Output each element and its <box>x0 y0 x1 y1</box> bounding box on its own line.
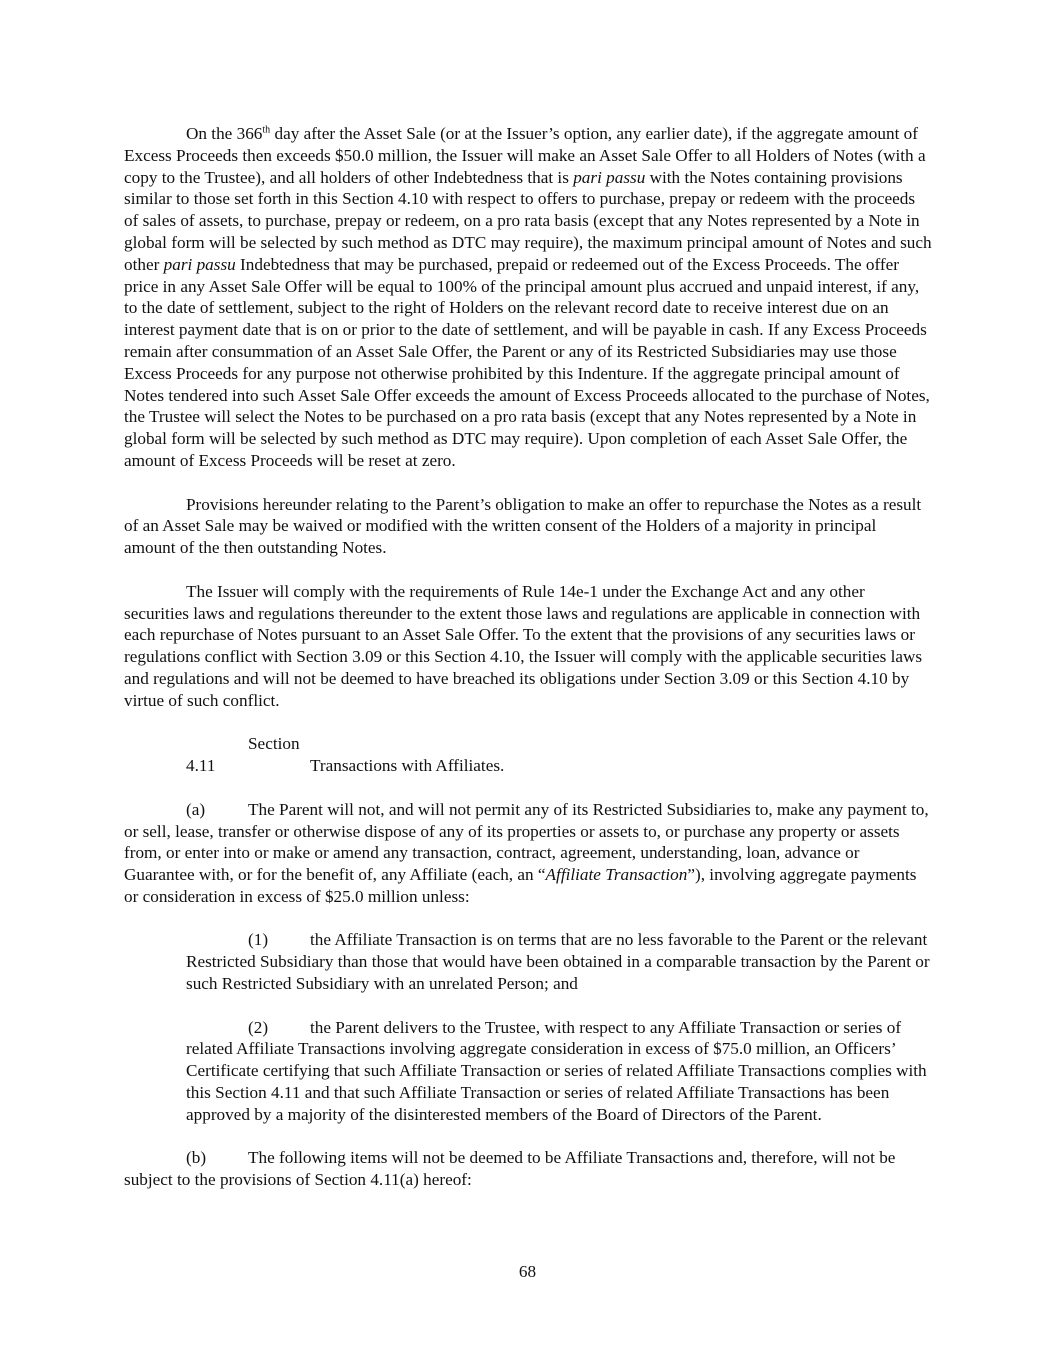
item-label: (1) <box>248 930 269 950</box>
page-number: 68 <box>518 1262 537 1281</box>
italic-term: pari passu <box>573 167 646 187</box>
paragraph-item-1 <box>186 929 932 994</box>
paragraph-a <box>124 799 932 908</box>
text: The Parent will not, and will not permit any of its Restricted Subsidiaries to, make any payment to, or sell, lease, transfer or otherwise dispose of any of its properties or assets to, or purchase any property or assets from, or enter into or make or amend any transaction, contract, agreement, understanding, loan, advance or Guarantee with, or for the benefit of, any Affiliate (each, an “ <box>124 799 929 885</box>
paragraph-b <box>124 1147 932 1191</box>
text: ”), involving aggregate payments or consideration in excess of $25.0 million unless: <box>124 865 917 906</box>
text: day after the Asset Sale (or at the Issuer’s option, any earlier date), if the aggregate amount of Excess Proceeds then exceeds $50.0 million, the Issuer will make an Asset Sale Offer to all Holders of Notes (with a copy to the Trustee), and all holders of other Indebtedness that is <box>124 124 926 187</box>
paragraph-waiver: Provisions hereunder relating to the Parent’s obligation to make an offer to repurchase the Notes as a result of an Asset Sale may be waived or modified with the written consent of the Holders of a majority in principal amount of the then outstanding Notes. <box>124 494 922 558</box>
clause-label: (a) <box>186 799 206 819</box>
superscript: th <box>262 124 271 136</box>
italic-term: pari passu <box>163 254 236 274</box>
clause-label: (b) <box>186 1148 207 1168</box>
text: On the 366 <box>186 124 263 143</box>
paragraph-asset-sale-offer <box>124 123 932 472</box>
text: The following items will not be deemed to be Affiliate Transactions and, therefore, will not be subject to the provisions of Section 4.11(a) hereof: <box>124 1148 896 1190</box>
document-page <box>124 123 932 1213</box>
text: the Affiliate Transaction is on terms that are no less favorable to the Parent or the relevant Restricted Subsidiary than those that would have been obtained in a comparable transaction by the Parent or such Restricted Subsidiary with an unrelated Person; and <box>186 930 930 994</box>
item-label: (2) <box>248 1017 269 1037</box>
paragraph-rule-14e-1: The Issuer will comply with the requirements of Rule 14e-1 under the Exchange Act and any other securities laws and regulations thereunder to the extent those laws and regulations are applicable in connection with each repurchase of Notes pursuant to an Asset Sale Offer. To the extent that the provisions of any securities laws or regulations conflict with Section 3.09 or this Section 4.10, the Issuer will comply with the applicable securities laws and regulations and will not be deemed to have breached its obligations under Section 3.09 or this Section 4.10 by virtue of such conflict. <box>124 581 923 710</box>
text: the Parent delivers to the Trustee, with respect to any Affiliate Transaction or series of related Affiliate Transactions involving aggregate consideration in excess of $75.0 million, an Officers’ Certificate certifying that such Affiliate Transaction or series of related Affiliate Transactions complies with this Section 4.11 and that such Affiliate Transaction or series of related Affiliate Transactions has been approved by a majority of the disinterested members of the Board of Directors of the Parent. <box>186 1017 927 1124</box>
section-number: Section 4.11 <box>186 734 300 776</box>
section-title: Transactions with Affiliates. <box>310 756 505 776</box>
paragraph-item-2 <box>186 1017 932 1126</box>
text: with the Notes containing provisions similar to those set forth in this Section 4.10 with respect to offers to purchase, prepay or redeem with the proceeds of sales of assets, to purchase, prepay or redeem, on a pro rata basis (except that any Notes represented by a Note in global form will be selected by such method as DTC may require), the maximum principal amount of Notes and such other <box>124 167 932 274</box>
text: Indebtedness that may be purchased, prepaid or redeemed out of the Excess Proceeds. The offer price in any Asset Sale Offer will be equal to 100% of the principal amount plus accrued and unpaid interest, if any, to the date of settlement, subject to the right of Holders on the relevant record date to receive interest due on an interest payment date that is on or prior to the date of settlement, and will be payable in cash. If any Excess Proceeds remain after consummation of an Asset Sale Offer, the Parent or any of its Restricted Subsidiaries may use those Excess Proceeds for any purpose not otherwise prohibited by this Indenture. If the aggregate principal amount of Notes tendered into such Asset Sale Offer exceeds the amount of Excess Proceeds allocated to the purchase of Notes, the Trustee will select the Notes to be purchased on a pro rata basis (except that any Notes represented by a Note in global form will be selected by such method as DTC may require). Upon completion of each Asset Sale Offer, the amount of Excess Proceeds will be reset at zero. <box>124 254 930 470</box>
section-heading <box>124 733 932 777</box>
italic-term: Affiliate Transaction <box>545 865 688 885</box>
